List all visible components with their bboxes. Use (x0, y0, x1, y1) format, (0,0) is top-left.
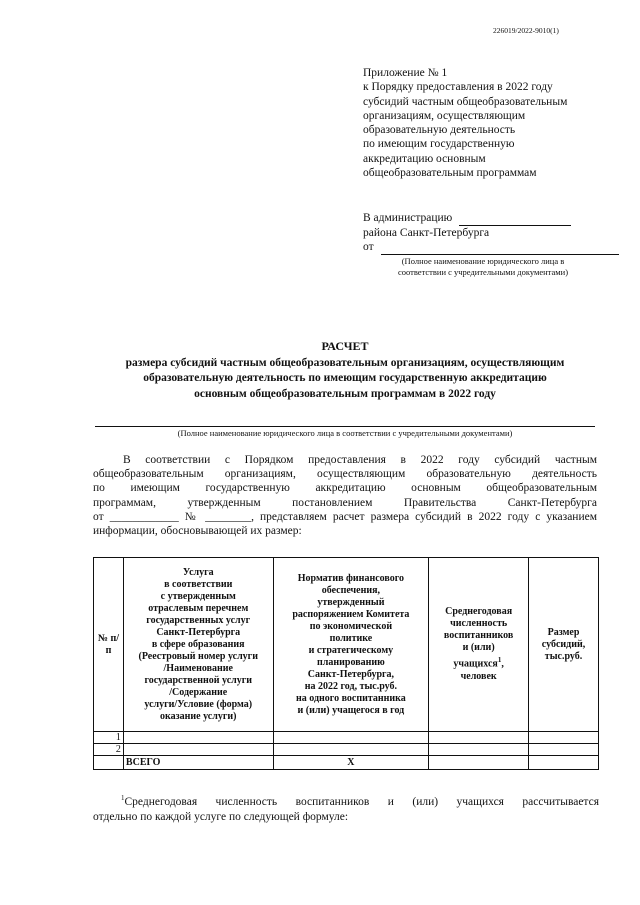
appendix-line: Приложение № 1 (363, 67, 448, 79)
appendix-line: к Порядку предоставления в 2022 году (363, 81, 553, 94)
footnote-text: Среднегодовая численность воспитанников и (или) учащихся рассчитывается (124, 795, 599, 808)
paragraph-line: В соответствии с Порядком предоставления в 2022 году субсидий частным (123, 454, 597, 466)
title-line: размера субсидий частным общеобразовательным организациям, осуществляющим (125, 356, 565, 369)
calculation-table (93, 557, 599, 770)
header-num-text: № п/п (97, 632, 119, 656)
footnote (93, 791, 599, 825)
district-label: района Санкт-Петербурга (363, 226, 490, 239)
paragraph-line: от ____________ № ________, представляем расчет размера субсидий в 2022 году с указанием (93, 510, 597, 523)
footnote-ref: 1 (497, 656, 502, 665)
appendix-line: аккредитацию основным (363, 152, 486, 165)
addressee-row (363, 226, 623, 241)
document-title (90, 339, 600, 402)
row-cell[interactable] (429, 756, 529, 770)
header-service (123, 558, 273, 732)
org-name-line (95, 426, 595, 427)
row-cell[interactable] (273, 732, 429, 744)
header-count (429, 558, 529, 732)
paragraph-line: по имеющим государственную аккредитацию основным общеобразовательным (93, 482, 597, 495)
paragraph-line: информации, обосновывающей их размер: (93, 524, 302, 537)
row-cell[interactable] (429, 744, 529, 756)
district-blank (459, 214, 571, 226)
from-label: от (363, 241, 374, 253)
header-size-text: Размер субсидий, тыс.руб. (541, 626, 586, 662)
paragraph-line: программам, утвержденным постановлением Правительства Санкт-Петербурга (93, 496, 597, 509)
intro-paragraph (93, 453, 597, 538)
addressee-row (363, 240, 623, 255)
appendix-line: субсидий частным общеобразовательным (363, 95, 568, 108)
row-num (94, 756, 124, 770)
row-cell[interactable] (529, 756, 599, 770)
org-name-blank (381, 243, 619, 255)
appendix-block (363, 66, 623, 180)
title-line: образовательную деятельность по имеющим государственную аккредитацию (143, 372, 547, 384)
table-row (94, 732, 599, 744)
org-name-note: (Полное наименование юридического лица в соответствии с учредительными документами) (177, 428, 513, 438)
title-main: РАСЧЕТ (321, 339, 369, 353)
row-num: 1 (94, 732, 124, 744)
footnote-line (93, 791, 599, 810)
table-row (94, 744, 599, 756)
row-cell[interactable] (529, 732, 599, 744)
row-num: 2 (94, 744, 124, 756)
row-cell[interactable] (429, 732, 529, 744)
footnote-marker: 1 (121, 794, 125, 802)
appendix-line: общеобразовательным программам (363, 167, 537, 180)
total-label: ВСЕГО (123, 756, 273, 770)
appendix-line: организациям, осуществляющим (363, 109, 526, 122)
appendix-line: по имеющим государственную (363, 138, 515, 151)
row-cell[interactable] (123, 744, 273, 756)
header-count-tail: , человек (460, 658, 504, 682)
addressee-block (363, 211, 623, 255)
title-line: основным общеобразовательным программам в 2022 году (194, 387, 496, 400)
header-num (94, 558, 124, 732)
row-cell[interactable] (529, 744, 599, 756)
paragraph-line: общеобразовательным организациям, осуществляющим образовательную деятельность (93, 468, 597, 481)
document-id: 226019/2022-9010(1) (493, 26, 559, 35)
header-service-text: Услуга в соответствии с утвержденным отраслевым перечнем государственных услуг Санкт-Петербурга в сфере образования (Реестровый номер услуги /Наименование государственной услуги /Содержание услуги/Условие (форма) оказание услуги) (138, 566, 258, 722)
footnote-line: отдельно по каждой услуге по следующей формуле: (93, 810, 349, 823)
addressee-row (363, 211, 623, 226)
header-size (529, 558, 599, 732)
table-header-row (94, 558, 599, 732)
table-total-row (94, 756, 599, 770)
appendix-line: образовательную деятельность (363, 124, 516, 137)
header-norm (273, 558, 429, 732)
row-cell[interactable] (273, 744, 429, 756)
addressee-label: В администрацию (363, 212, 453, 224)
row-cell[interactable] (123, 732, 273, 744)
total-norm: Х (273, 756, 429, 770)
header-count-text: Среднегодовая численность воспитанников и (или) учащихся (443, 606, 514, 670)
header-norm-text: Норматив финансового обеспечения, утвержденный распоряжением Комитета по экономической политике и стратегическому планированию Санкт-Петербурга, на 2022 год, тыс.руб. на одного воспитанника и (или) учащегося в год (292, 572, 410, 716)
addressee-note: (Полное наименование юридического лица в соответствии с учредительными документами) (397, 256, 569, 277)
